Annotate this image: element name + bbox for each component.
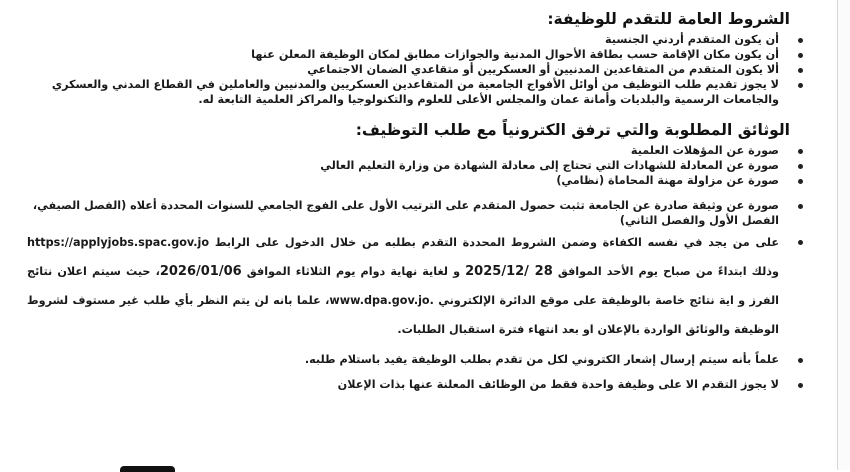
general-conditions-heading: الشروط العامة للتقدم للوظيفة: <box>547 10 790 28</box>
note-item: لا يجوز التقدم الا على وظيفة واحدة فقط من الوظائف المعلنة عنها بذات الإعلان <box>25 375 779 394</box>
document-item: صورة عن المعادلة للشهادات التي تحتاج إلى معادلة الشهادة من وزارة التعليم العالي <box>25 158 779 173</box>
condition-item: ألا يكون المتقدم من المتقاعدين المدنيين أو العسكريين أو متقاعدي الضمان الاجتماعي <box>25 62 779 77</box>
application-instructions: على من يجد في نفسه الكفاءة وضمن الشروط المحددة التقدم بطلبه من خلال الدخول على الرابط https://applyjobs.spac.gov.jo وذلك ابتداءً من صباح يوم الأحد الموافق 2025/12/ 28 و لغاية نهاية دوام يوم الثلاثاء الموافق 2026/01/06، حيث سيتم اعلان نتائج الفرز و اية نتائج خاصة بالوظيفة على موقع الدائرة الإلكتروني www.dpa.gov.jo.، علما بانه لن يتم النظر بأي طلب غير مستوف لشروط الوظيفة والوثائق الواردة بالإعلان او بعد انتهاء فترة استقبال الطلبات. <box>25 228 779 344</box>
condition-item: أن يكون مكان الإقامة حسب بطاقة الأحوال المدنية والجوازات مطابق لمكان الوظيفة المعلن عنها <box>25 47 779 62</box>
note-item: علماً بأنه سيتم إرسال إشعار الكتروني لكل من تقدم بطلب الوظيفة يفيد باستلام طلبه. <box>25 350 779 369</box>
general-conditions-list <box>25 32 805 107</box>
department-website-link[interactable]: www.dpa.gov.jo. <box>329 294 434 307</box>
start-date: 2025/12/ 28 <box>465 264 553 279</box>
document-item: صورة عن المؤهلات العلمية <box>25 143 779 158</box>
condition-item: أن يكون المتقدم أردني الجنسية <box>25 32 779 47</box>
bottom-tab-edge <box>120 466 175 472</box>
document-item: صورة عن وثيقة صادرة عن الجامعة تثبت حصول المتقدم على الترتيب الأول على الفوج الجامعي للسنوات المحددة أعلاه (الفصل الصيفي، الفصل الأول والفصل الثاني) <box>25 198 779 228</box>
condition-item: لا يجوز تقديم طلب التوظيف من أوائل الأفواج الجامعية من المتقاعدين العسكريين والمدنيين والعاملين في القطاع المدني والعسكري والجامعات الرسمية والبلديات وأمانة عمان والمجلس الأعلى للعلوم والتكنولوجيا والمراكز العلمية التابعة له. <box>25 77 779 107</box>
required-documents-list <box>25 143 805 394</box>
document-content <box>25 10 805 394</box>
required-documents-heading: الوثائق المطلوبة والتي ترفق الكترونياً مع طلب التوظيف: <box>355 121 790 139</box>
document-item: صورة عن مزاولة مهنة المحاماة (نظامي) <box>25 173 779 188</box>
page-margin <box>838 0 850 470</box>
apply-link[interactable]: https://applyjobs.spac.gov.jo <box>27 236 210 249</box>
end-date: 2026/01/06 <box>159 264 242 279</box>
